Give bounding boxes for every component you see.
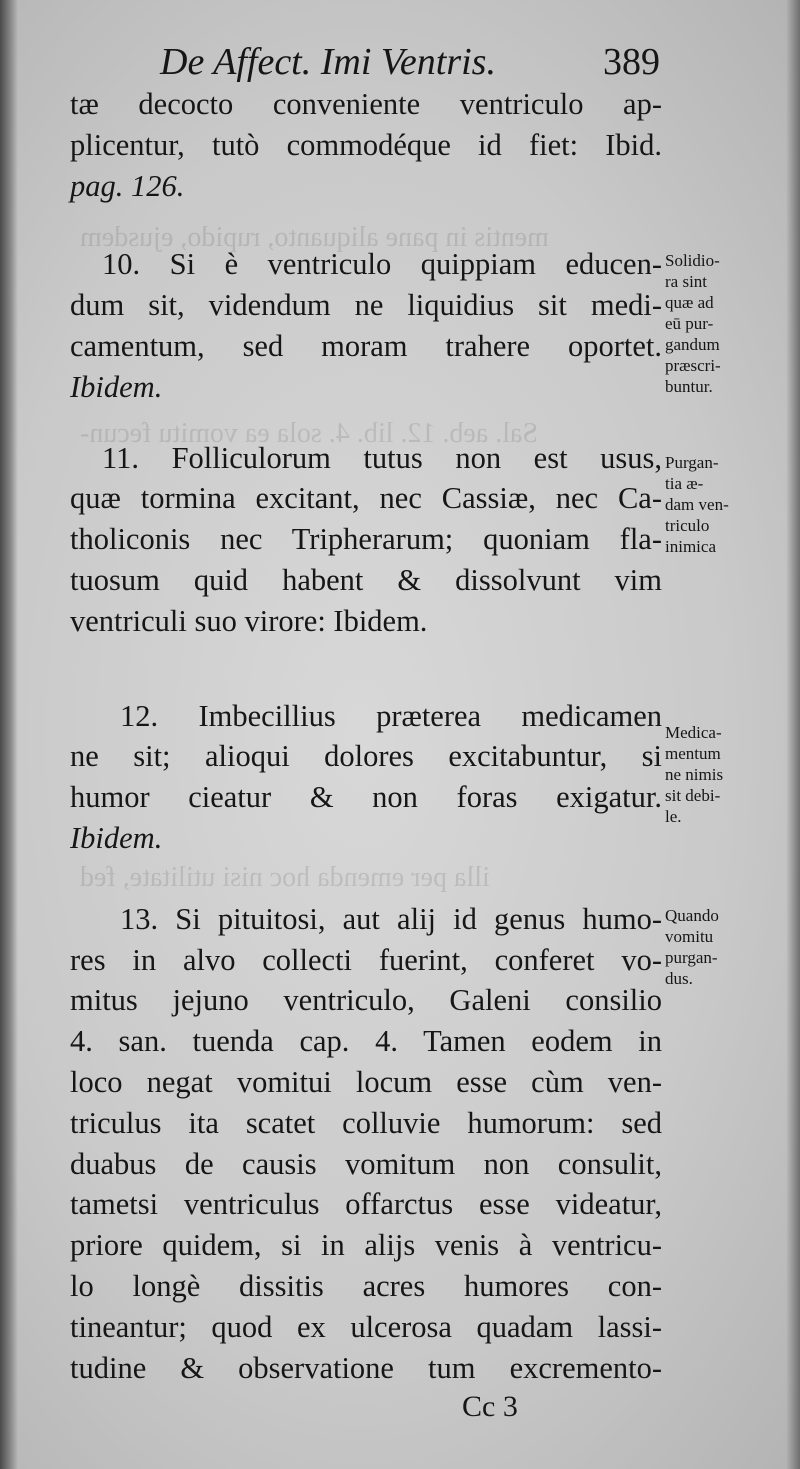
margin-note-line: Solidio-: [665, 251, 720, 270]
text-line: tuosum quid habent & dissolvunt vim: [70, 562, 662, 597]
text-line: Ibidem.: [70, 820, 163, 855]
margin-note-line: dam ven-: [665, 495, 729, 514]
paragraph: [70, 84, 662, 206]
bleed-through-text: Sal. aeb. 12. lib. 4. sola ea vomitu fecun-: [80, 418, 538, 449]
margin-note-line: gandum: [665, 335, 720, 354]
text-line: ne sit; alioqui dolores excitabuntur, si: [70, 739, 662, 774]
text-line: Ibidem.: [70, 369, 163, 404]
margin-note-line: præscri-: [665, 356, 721, 375]
text-line: 13. Si pituitosi, aut alij id genus humo-: [120, 901, 662, 936]
margin-note-line: ne nimis: [665, 765, 724, 784]
text-line: plicentur, tutò commodéque id fiet: Ibid.: [70, 127, 662, 162]
text-line: 4. san. tuenda cap. 4. Tamen eodem in: [70, 1024, 662, 1059]
paragraph: [70, 244, 662, 407]
text-line: res in alvo collecti fuerint, conferet vo-: [70, 942, 662, 977]
margin-note: [665, 452, 775, 557]
bleed-through-text: illa per emenda hoc nisi utilitate, fed: [80, 862, 490, 893]
text-line: mitus jejuno ventriculo, Galeni consilio: [70, 983, 662, 1018]
text-line: tineantur; quod ex ulcerosa quadam lassi-: [70, 1309, 662, 1344]
running-header: [160, 40, 660, 90]
margin-note: [665, 250, 775, 397]
margin-note-line: sit debi-: [665, 786, 721, 805]
margin-note-line: mentum: [665, 744, 721, 763]
signature-mark: Cc 3: [462, 1390, 518, 1423]
margin-note-line: purgan-: [665, 948, 718, 967]
text-line: lo longè dissitis acres humores con-: [70, 1268, 662, 1303]
text-line: ventriculi suo virore: Ibidem.: [70, 603, 428, 638]
margin-note-line: buntur.: [665, 377, 713, 396]
page-number: 389: [603, 41, 660, 83]
margin-note-line: eū pur-: [665, 314, 714, 333]
margin-note-line: dus.: [665, 969, 693, 988]
margin-note-line: vomitu: [665, 927, 714, 946]
margin-note-line: tia æ-: [665, 474, 704, 493]
bleed-through-text: mentis in pane aliquanto, rupido, ejusdem: [80, 222, 549, 253]
text-line: loco negat vomitui locum esse cùm ven-: [70, 1064, 662, 1099]
paragraph: [70, 899, 662, 1389]
margin-note-line: le.: [665, 807, 682, 826]
text-line: dum sit, videndum ne liquidius sit medi-: [70, 288, 662, 323]
text-line: duabus de causis vomitum non consulit,: [70, 1146, 662, 1181]
main-text-block: [70, 84, 662, 1388]
margin-note-line: ra sint: [665, 272, 708, 291]
text-line: tholiconis nec Tripherarum; quoniam fla-: [70, 522, 662, 557]
page-spine-shadow: [0, 0, 18, 1469]
text-line: 12. Imbecillius præterea medicamen: [120, 698, 662, 733]
margin-note: [665, 905, 775, 989]
text-line: tudine & observatione tum excremento-: [70, 1350, 662, 1385]
running-title: De Affect. Imi Ventris.: [160, 41, 496, 83]
text-line: priore quidem, si in alijs venis à ventricu-: [70, 1228, 662, 1263]
text-line: humor cieatur & non foras exigatur.: [70, 780, 662, 815]
text-line: 11. Folliculorum tutus non est usus,: [102, 440, 662, 475]
margin-note: [665, 722, 775, 827]
page-edge-shadow: [786, 0, 800, 1469]
text-line: tæ decocto conveniente ventriculo ap-: [70, 87, 662, 121]
margin-note-line: inimica: [665, 537, 716, 556]
text-line: 10. Si è ventriculo quippiam educen-: [102, 247, 662, 282]
margin-note-line: Medica-: [665, 723, 722, 742]
margin-note-line: quæ ad: [665, 293, 714, 312]
margin-note-line: Quando: [665, 906, 719, 925]
margin-note-line: triculo: [665, 516, 710, 535]
paragraph: [70, 438, 662, 642]
paragraph: [70, 696, 662, 859]
text-line: quæ tormina excitant, nec Cassiæ, nec Ca-: [70, 481, 662, 516]
text-line: tametsi ventriculus offarctus esse videatur,: [70, 1187, 662, 1222]
margin-note-line: Purgan-: [665, 453, 719, 472]
text-line: pag. 126.: [70, 168, 185, 203]
text-line: camentum, sed moram trahere oportet.: [70, 328, 662, 363]
text-line: triculus ita scatet colluvie humorum: sed: [70, 1105, 662, 1140]
